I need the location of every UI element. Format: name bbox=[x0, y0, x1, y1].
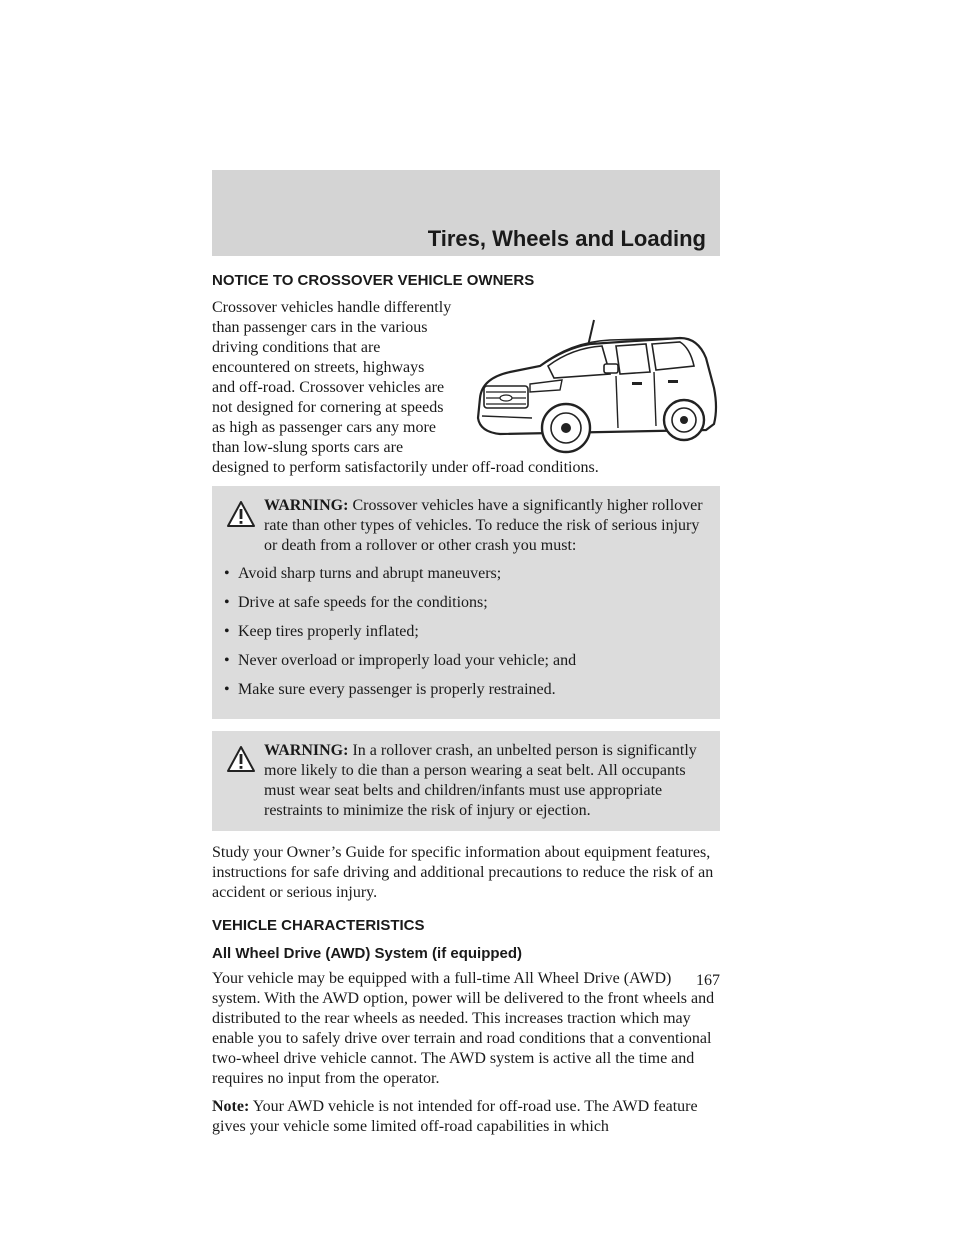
note-text: Your AWD vehicle is not intended for off-road use. The AWD feature gives your vehicle some limited off-road capabilities in which bbox=[212, 1098, 698, 1135]
intro-line: as high as passenger cars any more bbox=[212, 419, 436, 436]
intro-line: than low-slung sports cars are bbox=[212, 439, 404, 456]
note-paragraph bbox=[212, 1097, 720, 1137]
warning-triangle-icon bbox=[226, 745, 256, 773]
section-title: Tires, Wheels and Loading bbox=[427, 226, 706, 251]
intro-line: driving conditions that are bbox=[212, 339, 381, 356]
list-item: • Drive at safe speeds for the conditions; bbox=[220, 593, 712, 613]
note-label: Note: bbox=[212, 1098, 250, 1115]
crossover-vehicle-illustration bbox=[470, 308, 720, 458]
notice-intro bbox=[212, 298, 720, 478]
warning-content bbox=[220, 741, 712, 821]
intro-line: and off-road. Crossover vehicles are bbox=[212, 379, 445, 396]
awd-heading: All Wheel Drive (AWD) System (if equipped) bbox=[212, 945, 523, 962]
safety-bullet-list bbox=[220, 564, 712, 700]
intro-line: Crossover vehicles handle differently bbox=[212, 299, 452, 316]
warning-box-rollover bbox=[212, 486, 720, 719]
warning-label: WARNING: bbox=[264, 497, 349, 514]
list-item: • Make sure every passenger is properly restrained. bbox=[220, 680, 712, 700]
warning-text: In a rollover crash, an unbelted person is significantly more likely to die than a person wearing a seat belt. All occupants must wear seat belts and children/infants must use appropriate restraints to minimize the risk of injury or ejection. bbox=[264, 742, 697, 819]
intro-line: than passenger cars in the various bbox=[212, 319, 428, 336]
list-item: • Never overload or improperly load your vehicle; and bbox=[220, 651, 712, 671]
page-content bbox=[212, 258, 720, 1145]
section-header bbox=[212, 170, 720, 256]
list-item: • Avoid sharp turns and abrupt maneuvers; bbox=[220, 564, 712, 584]
intro-line: designed to perform satisfactorily under off-road conditions. bbox=[212, 459, 599, 476]
warning-label: WARNING: bbox=[264, 742, 349, 759]
warning-content bbox=[220, 496, 712, 556]
list-item: • Keep tires properly inflated; bbox=[220, 622, 712, 642]
vehicle-characteristics-heading: VEHICLE CHARACTERISTICS bbox=[212, 917, 425, 934]
warning-box-seatbelt bbox=[212, 731, 720, 831]
warning-triangle-icon bbox=[226, 500, 256, 528]
intro-line: not designed for cornering at speeds bbox=[212, 399, 444, 416]
warning-text: Crossover vehicles have a significantly higher rollover rate than other types of vehicles. To reduce the risk of serious injury or death from a rollover or other crash you must: bbox=[264, 497, 703, 554]
awd-paragraph: Your vehicle may be equipped with a full-time All Wheel Drive (AWD) system. With the AWD option, power will be delivered to the front wheels and distributed to the rear wheels as needed. This increases traction which may enable you to safely drive over terrain and road conditions that a conventional two-wheel drive vehicle cannot. The AWD system is active all the time and requires no input from the operator. bbox=[212, 970, 715, 1087]
study-paragraph: Study your Owner’s Guide for specific information about equipment features, instructions for safe driving and additional precautions to reduce the risk of an accident or serious injury. bbox=[212, 844, 714, 901]
notice-heading: NOTICE TO CROSSOVER VEHICLE OWNERS bbox=[212, 272, 535, 289]
intro-line: encountered on streets, highways bbox=[212, 359, 425, 376]
page-number: 167 bbox=[696, 972, 720, 989]
